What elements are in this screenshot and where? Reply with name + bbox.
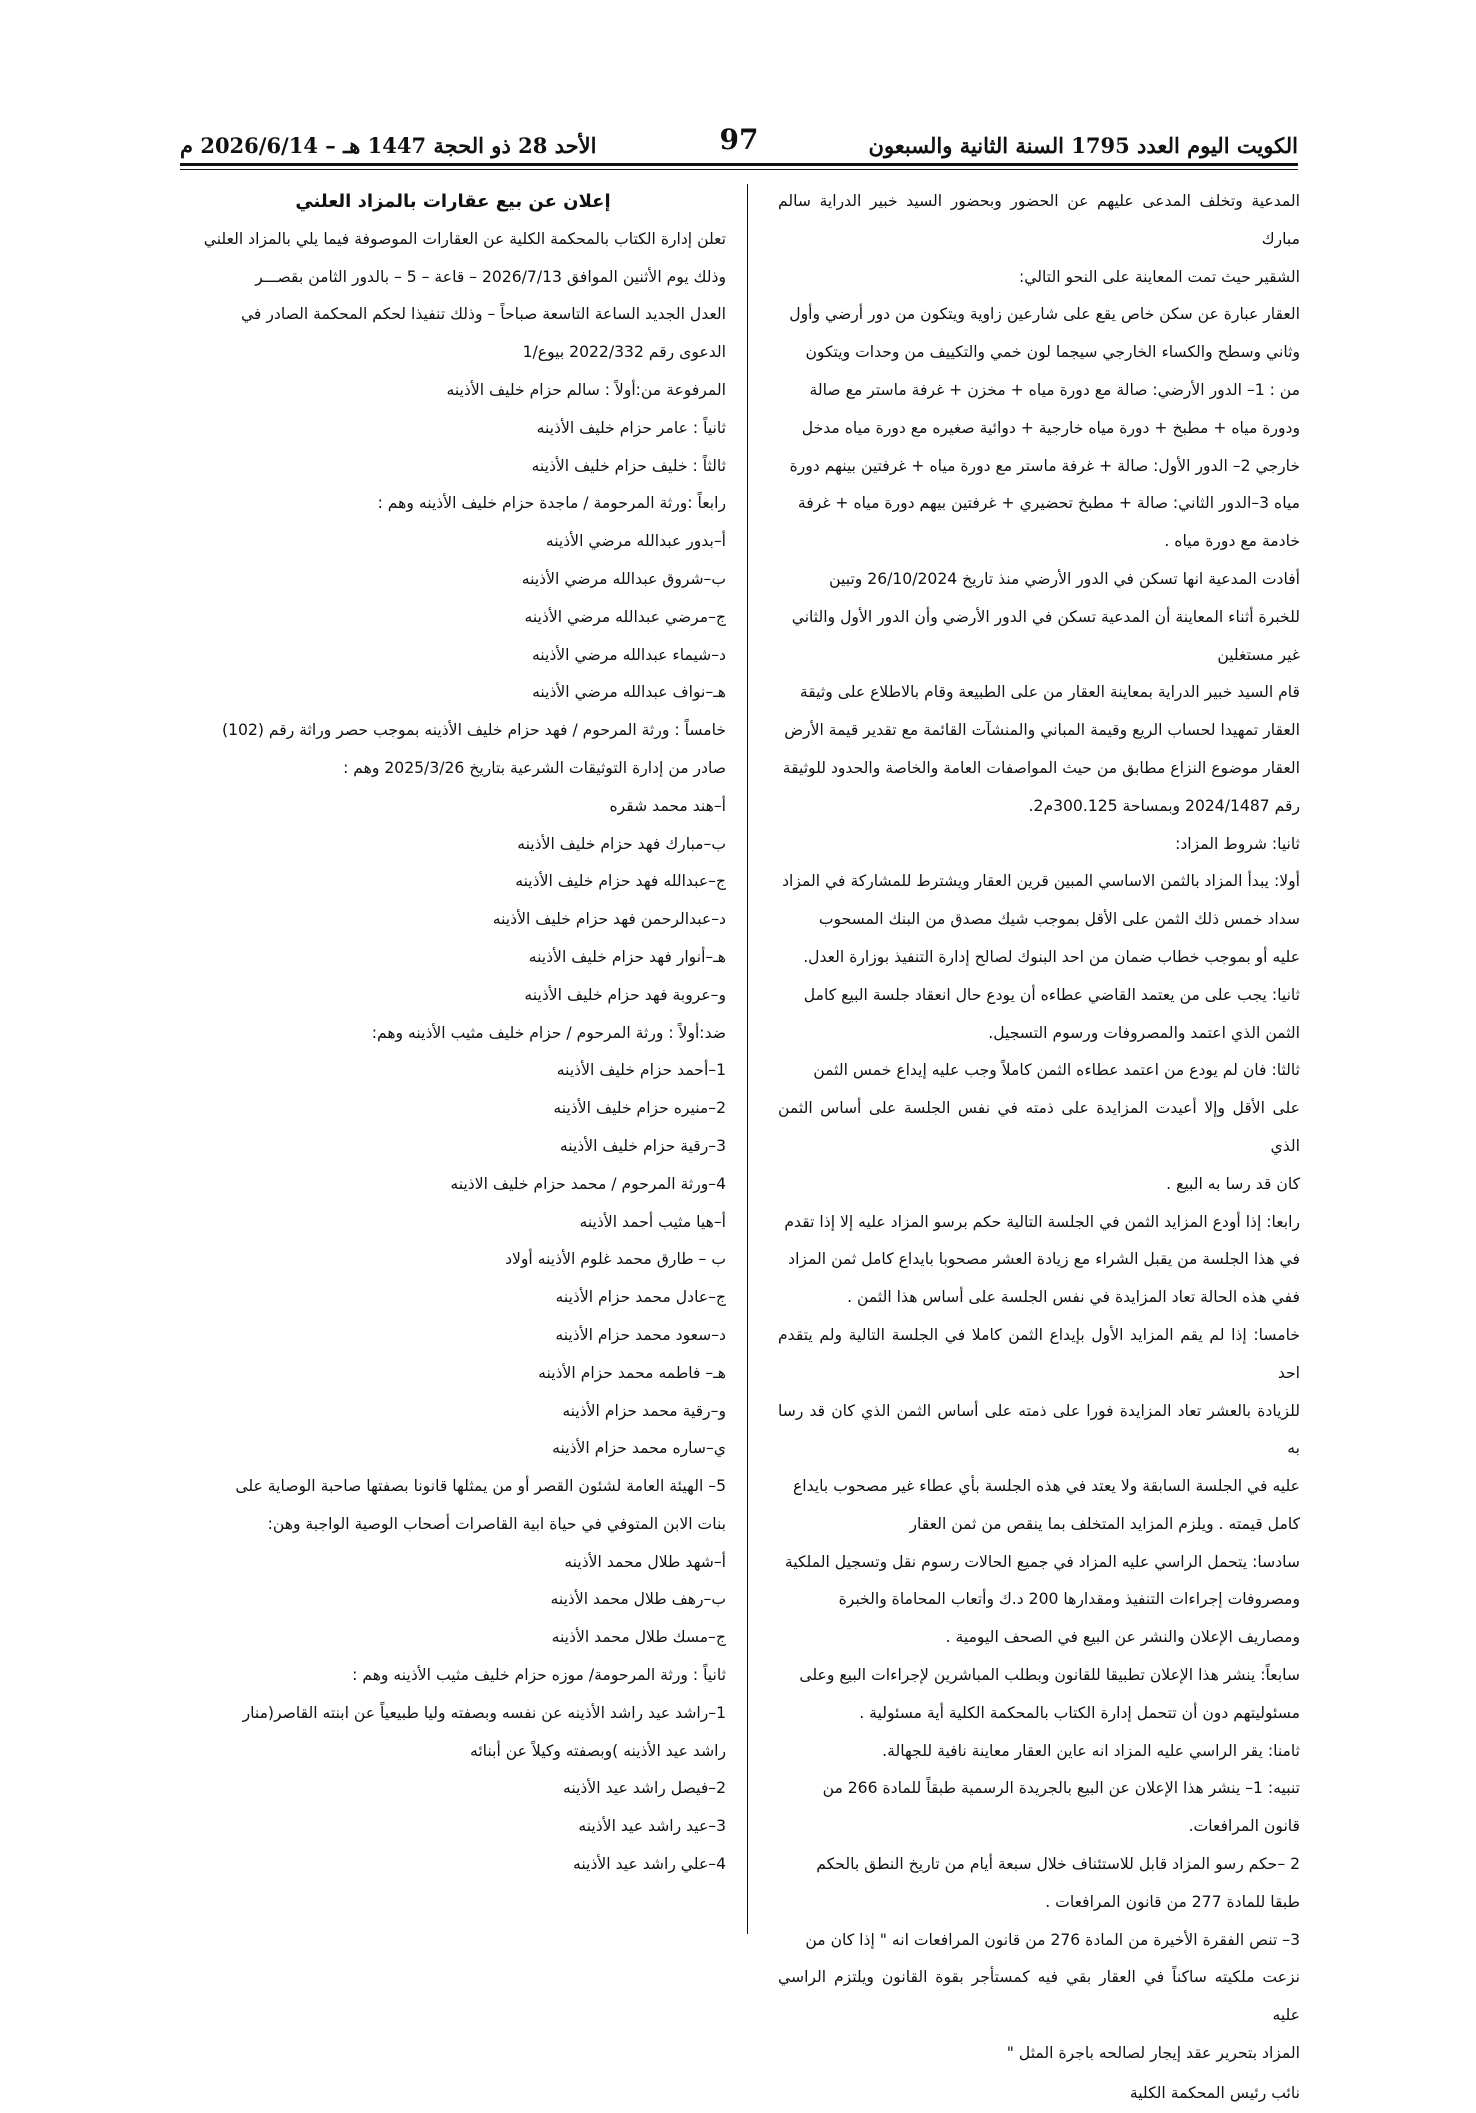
text-line: ففي هذه الحالة تعاد المزايدة في نفس الجلسة على أساس هذا الثمن . (847, 1288, 1300, 1307)
text-line: قام السيد خبير الدراية بمعاينة العقار من على الطبيعة وقام بالاطلاع على وثيقة (799, 683, 1300, 702)
text-line: ومصاريف الإعلان والنشر عن البيع في الصحف اليومية . (945, 1628, 1300, 1647)
text-line: هـ–أنوار فهد حزام خليف الأذينه (528, 947, 726, 966)
text-line: 3–عيد راشد عيد الأذينه (578, 1817, 726, 1836)
text-line: 1–راشد عيد راشد الأذينه عن نفسه وبصفته وليا طبيعياً عن ابنته القاصر(منار (242, 1703, 726, 1722)
text-line: ج–عادل محمد حزام الأذينه (555, 1288, 726, 1307)
text-line: الدعوى رقم 2022/332 بيوع/1 (522, 343, 726, 362)
text-line: 2 –حكم رسو المزاد قابل للاستئناف خلال سبعة أيام من تاريخ النطق بالحكم (816, 1855, 1300, 1874)
text-line: سابعاً: ينشر هذا الإعلان تطبيقا للقانون وبطلب المباشرين لإجراءات البيع وعلى (799, 1666, 1300, 1685)
text-line: د–عبدالرحمن فهد حزام خليف الأذينه (492, 910, 726, 929)
text-line: المرفوعة من:أولاً : سالم حزام خليف الأذينه (446, 380, 726, 399)
text-line: و–عروبة فهد حزام خليف الأذينه (524, 985, 726, 1004)
text-line: رابعاً :ورثة المرحومة / ماجدة حزام خليف الأذينه وهم : (377, 494, 726, 513)
text-line: خامساً : ورثة المرحوم / فهد حزام خليف الأذينه بموجب حصر وراثة رقم (102) (222, 721, 726, 740)
text-line: ي–ساره محمد حزام الأذينه (552, 1439, 726, 1458)
text-line: المدعية وتخلف المدعى عليهم عن الحضور وبحضور السيد خبير الدراية سالم مبارك (778, 192, 1300, 248)
text-line: المزاد بتحرير عقد إيجار لصالحه باجرة المثل " (1006, 2044, 1300, 2063)
text-line: بنات الابن المتوفي في حياة ابية القاصرات أصحاب الوصية الواجبة وهن: (267, 1514, 726, 1533)
text-line: مسئوليتهم دون أن تتحمل إدارة الكتاب بالمحكمة الكلية أية مسئولية . (859, 1703, 1300, 1722)
text-line: سداد خمس ذلك الثمن على الأقل بموجب شيك مصدق من البنك المسحوب (818, 910, 1300, 929)
text-line: ج–مسك طلال محمد الأذينه (551, 1628, 726, 1647)
text-line: غير مستغلين (1217, 645, 1300, 664)
text-line: 5– الهيئة العامة لشئون القصر أو من يمثلها قانونا بصفتها صاحبة الوصاية على (235, 1477, 726, 1496)
text-line: خامسا: إذا لم يقم المزايد الأول بإيداع الثمن كاملا في الجلسة التالية ولم يتقدم احد (778, 1325, 1300, 1382)
text-line: أ–هند محمد شقره (609, 796, 726, 815)
text-line: مياه 3–الدور الثاني: صالة + مطبخ تحضيري + غرفتين بيهم دورة مياه + غرفة (797, 494, 1300, 513)
text-line: الثمن الذي اعتمد والمصروفات ورسوم التسجيل. (988, 1023, 1300, 1042)
column-divider (747, 184, 748, 1934)
issue-date: الأحد 28 ذو الحجة 1447 هـ – 2026/6/14 م (180, 133, 597, 158)
announcement-title: إعلان عن بيع عقارات بالمزاد العلني (295, 191, 611, 212)
text-line: قانون المرافعات. (1188, 1817, 1300, 1836)
text-line: ج–عبدالله فهد حزام خليف الأذينه (515, 872, 726, 891)
signature: نائب رئيس المحكمة الكلية (1129, 2083, 1300, 2102)
text-line: 1–أحمد حزام خليف الأذينه (556, 1061, 726, 1080)
text-line: ثانياً : عامر حزام خليف الأذينه (536, 418, 726, 437)
right-column (778, 183, 1300, 2113)
text-line: كامل قيمته . ويلزم المزايد المتخلف بما ينقص من ثمن العقار (909, 1514, 1300, 1533)
text-line: العقار تمهيدا لحساب الريع وقيمة المباني والمنشآت القائمة مع تقدير قيمة الأرض (784, 721, 1300, 740)
text-line: ثانيا: شروط المزاد: (1175, 834, 1300, 853)
text-line: 4–علي راشد عيد الأذينه (573, 1855, 726, 1874)
text-line: 4–ورثة المرحوم / محمد حزام خليف الاذينه (450, 1174, 726, 1193)
text-line: تنبيه: 1– ينشر هذا الإعلان عن البيع بالجريدة الرسمية طبقاً للمادة 266 من (822, 1779, 1300, 1798)
text-line: الشقير حيث تمت المعاينة على النحو التالي: (1019, 267, 1300, 286)
text-line: تعلن إدارة الكتاب بالمحكمة الكلية عن العقارات الموصوفة فيما يلي بالمزاد العلني (203, 229, 726, 248)
text-line: على الأقل وإلا أعيدت المزايدة على ذمته في نفس الجلسة على أساس الثمن الذي (778, 1099, 1300, 1155)
text-line: د–سعود محمد حزام الأذينه (555, 1325, 726, 1344)
text-line: ومصروفات إجراءات التنفيذ ومقدارها 200 د.ك وأتعاب المحاماة والخبرة (838, 1590, 1300, 1609)
header-rule (180, 163, 1298, 166)
text-line: أفادت المدعية انها تسكن في الدور الأرضي منذ تاريخ 26/10/2024 وتبين (829, 569, 1300, 588)
text-line: ب–رهف طلال محمد الأذينه (550, 1590, 726, 1609)
text-line: أ–بدور عبدالله مرضي الأذينه (545, 532, 726, 551)
text-line: ثانيا: يجب على من يعتمد القاضي عطاءه أن يودع حال انعقاد جلسة البيع كامل (803, 985, 1300, 1004)
text-line: نزعت ملكيته ساكناً في العقار بقي فيه كمستأجر بقوة القانون ويلتزم الراسي عليه (778, 1968, 1300, 2025)
text-line: العقار عبارة عن سكن خاص يقع على شارعين زاوية ويتكون من دور أرضي وأول (789, 305, 1300, 324)
text-line: ثامنا: يقر الراسي عليه المزاد انه عاين العقار معاينة نافية للجهالة. (882, 1741, 1300, 1760)
text-line: رقم 2024/1487 وبمساحة 300.125م2. (1028, 796, 1300, 815)
text-line: ودورة مياه + مطبخ + دورة مياه خارجية + دوائية صغيره مع دورة مياه مدخل (801, 418, 1300, 437)
text-line: عليه في الجلسة السابقة ولا يعتد في هذه الجلسة بأي عطاء غير مصحوب بايداع (792, 1477, 1300, 1496)
header-rule-thin (180, 169, 1298, 170)
text-line: راشد عيد الأذينه )وبصفته وكيلاً عن أبنائه (469, 1741, 726, 1760)
text-line: العقار موضوع النزاع مطابق من حيث المواصفات العامة والخاصة والحدود للوثيقة (782, 758, 1300, 777)
text-line: 2–منيره حزام خليف الأذينه (553, 1099, 726, 1118)
text-line: خادمة مع دورة مياه . (1164, 532, 1300, 551)
text-line: للخبرة أثناء المعاينة أن المدعية تسكن في الدور الأرضي وأن الدور الأول والثاني (791, 607, 1300, 626)
text-line: ب – طارق محمد غلوم الأذينه أولاد (505, 1250, 726, 1269)
text-line: من : 1– الدور الأرضي: صالة مع دورة مياه + مخزن + غرفة ماستر مع صالة (809, 380, 1300, 399)
issue-info: الكويت اليوم العدد 1795 السنة الثانية والسبعون (868, 133, 1298, 158)
text-line: خارجي 2– الدور الأول: صالة + غرفة ماستر مع دورة مياه + غرفتين بينهم دورة (789, 456, 1300, 475)
text-line: ثانياً : ورثة المرحومة/ موزه حزام خليف مثيب الأذينه وهم : (352, 1666, 726, 1685)
text-line: 3–رقية حزام خليف الأذينه (559, 1136, 726, 1155)
page-header (180, 118, 1298, 158)
text-line: أولا: يبدأ المزاد بالثمن الاساسي المبين قرين العقار ويشترط للمشاركة في المزاد (782, 872, 1300, 891)
page-number: 97 (719, 123, 759, 156)
right-column-text (778, 183, 1300, 2073)
text-line: سادسا: يتحمل الراسي عليه المزاد في جميع الحالات رسوم نقل وتسجيل الملكية (784, 1552, 1300, 1571)
text-line: و–رقية محمد حزام الأذينه (562, 1401, 726, 1420)
text-line: هـ– فاطمه محمد حزام الأذينه (538, 1363, 726, 1382)
text-line: وذلك يوم الأثنين الموافق 2026/7/13 – قاعة – 5 – بالدور الثامن بقصـــر (255, 267, 726, 286)
text-line: صادر من إدارة التوثيقات الشرعية بتاريخ 2025/3/26 وهم : (343, 758, 726, 777)
text-line: العدل الجديد الساعة التاسعة صباحاً – وذلك تنفيذا لحكم المحكمة الصادر في (240, 305, 726, 324)
text-line: هـ–نواف عبدالله مرضي الأذينه (532, 683, 726, 702)
text-line: ضد:أولاً : ورثة المرحوم / حزام خليف مثيب الأذينه وهم: (371, 1023, 726, 1042)
text-line: 2–فيصل راشد عيد الأذينه (563, 1779, 726, 1798)
text-line: أ–هيا مثيب أحمد الأذينه (579, 1212, 726, 1231)
left-column-text (180, 221, 726, 1884)
text-line: ج–مرضي عبدالله مرضي الأذينه (524, 607, 726, 626)
text-line: وثاني وسطح والكساء الخارجي سيجما لون خمي والتكييف من وحدات ويتكون (805, 343, 1300, 362)
text-line: للزيادة بالعشر تعاد المزايدة فورا على ذمته على أساس الثمن الذي كان قد رسا به (778, 1401, 1300, 1458)
text-line: ثالثاً : خليف حزام خليف الأذينه (531, 456, 726, 475)
text-line: طبقا للمادة 277 من قانون المرافعات . (1045, 1892, 1300, 1911)
text-line: ب–مبارك فهد حزام خليف الأذينه (517, 834, 726, 853)
text-line: ب–شروق عبدالله مرضي الأذينه (521, 569, 726, 588)
left-column (180, 183, 726, 1884)
text-line: أ–شهد طلال محمد الأذينه (564, 1552, 726, 1571)
text-line: د–شيماء عبدالله مرضي الأذينه (531, 645, 726, 664)
text-line: ثالثا: فان لم يودع من اعتمد عطاءه الثمن كاملاً وجب عليه إيداع خمس الثمن (813, 1061, 1300, 1080)
text-line: عليه أو بموجب خطاب ضمان من احد البنوك لصالح إدارة التنفيذ بوزارة العدل. (803, 947, 1300, 966)
text-line: رابعا: إذا أودع المزايد الثمن في الجلسة التالية حكم برسو المزاد عليه إلا إذا تقدم (784, 1212, 1300, 1231)
text-line: كان قد رسا به البيع . (1166, 1174, 1300, 1193)
text-line: 3– تنص الفقرة الأخيرة من المادة 276 من قانون المرافعات انه " إذا كان من (805, 1930, 1300, 1949)
text-line: في هذا الجلسة من يقبل الشراء مع زيادة العشر مصحوبا بايداع كامل ثمن المزاد (788, 1250, 1300, 1269)
